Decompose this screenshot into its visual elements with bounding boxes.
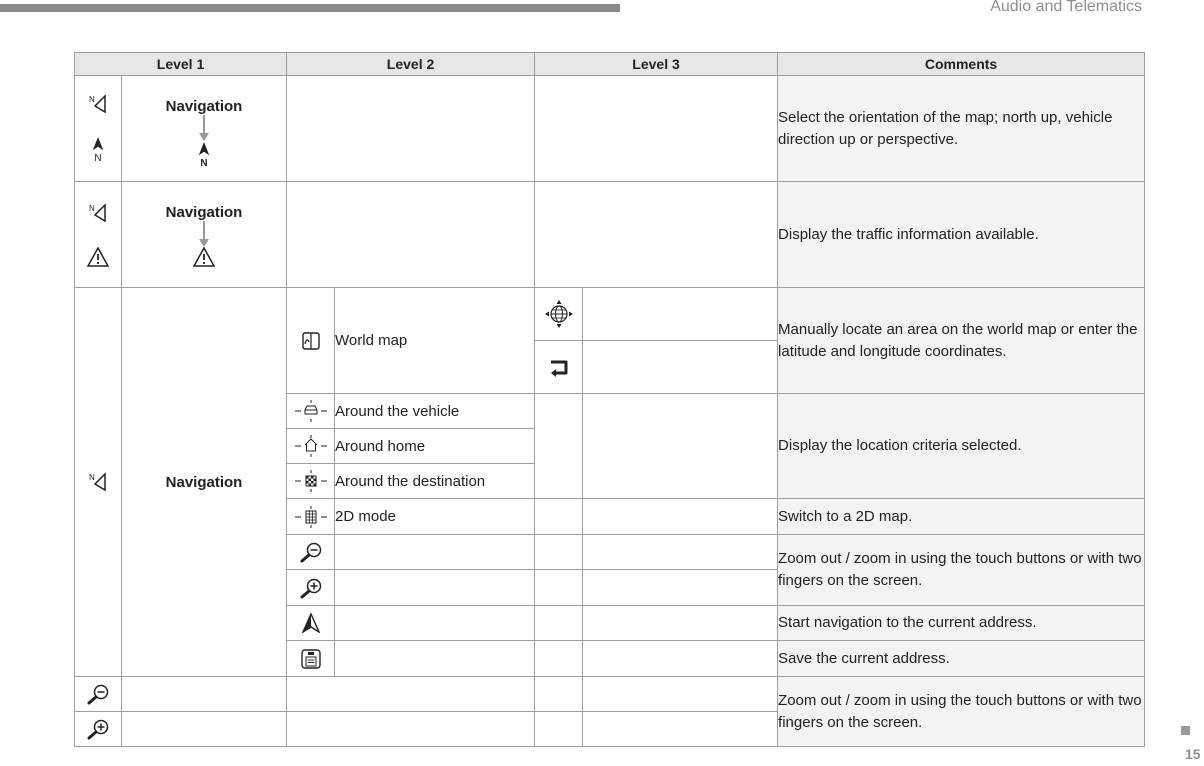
crosshair-globe-icon[interactable] [545,300,573,328]
level2-icon-cell [287,288,335,394]
page-number: 15 [1185,746,1201,762]
level1-icon-cell [75,712,122,747]
table-row [75,182,1145,288]
col-header-level2: Level 2 [287,53,535,76]
map-orientation-icon[interactable] [88,472,108,492]
map-orientation-icon[interactable] [88,94,108,114]
level2-icon-cell [287,429,335,464]
navigation-cell [122,288,287,677]
level1-icon-cell [75,76,122,182]
start-navigation-icon[interactable] [301,613,321,633]
comment-cell: Start navigation to the current address. [778,606,1145,641]
navigation-label: Navigation [165,204,243,221]
table-header-row [75,53,1145,76]
arrow-down-icon [198,115,210,141]
map-orientation-icon[interactable] [88,203,108,223]
zoom-out-icon[interactable] [299,541,323,563]
level2-icon-cell [287,499,335,535]
col-header-level1: Level 1 [75,53,287,76]
around-destination-icon[interactable] [294,469,328,493]
traffic-warning-icon[interactable] [87,247,109,267]
col-header-comments: Comments [778,53,1145,76]
table-row [75,76,1145,182]
navigation-label: Navigation [165,98,243,115]
level2-icon-cell [287,464,335,499]
level3-icon-cell [535,341,583,394]
comment-cell: Select the orientation of the map; north up, vehicle direction up or perspective. [778,76,1145,182]
around-destination-label: Around the destination [335,464,535,499]
comment-cell: Zoom out / zoom in using the touch buttons or with two fingers on the screen. [778,535,1145,606]
around-home-label: Around home [335,429,535,464]
2d-mode-label: 2D mode [335,499,535,535]
level2-icon-cell [287,570,335,606]
table-row [75,677,1145,712]
comment-cell: Display the location criteria selected. [778,394,1145,499]
comment-cell: Save the current address. [778,641,1145,677]
comment-cell: Switch to a 2D map. [778,499,1145,535]
level1-icon-cell [75,182,122,288]
zoom-in-icon[interactable] [86,718,110,740]
col-header-level3: Level 3 [535,53,778,76]
around-home-icon[interactable] [294,434,328,458]
arrow-down-icon [198,221,210,247]
zoom-in-icon[interactable] [299,577,323,599]
level1-icon-cell [75,677,122,712]
zoom-out-icon[interactable] [86,683,110,705]
navigation-cell [122,182,287,288]
around-vehicle-icon[interactable] [294,399,328,423]
header-bar [0,4,620,12]
menu-table [74,52,1145,747]
2d-mode-icon[interactable] [294,505,328,529]
table-row [75,288,1145,341]
world-map-icon[interactable] [300,330,322,352]
level2-icon-cell [287,394,335,429]
comment-cell: Manually locate an area on the world map or enter the latitude and longitude coordinates. [778,288,1145,394]
north-up-icon[interactable]: N [91,136,105,164]
level2-icon-cell [287,606,335,641]
level3-icon-cell [535,288,583,341]
page-header-title: Audio and Telematics [990,0,1142,15]
comment-cell: Display the traffic information available. [778,182,1145,288]
page-marker [1181,726,1190,735]
back-arrow-icon[interactable] [548,357,570,377]
navigation-label: Navigation [165,473,243,491]
north-up-icon[interactable]: N [197,141,211,169]
save-icon[interactable] [300,648,322,670]
navigation-cell [122,76,287,182]
traffic-warning-icon[interactable] [193,247,215,267]
comment-cell: Zoom out / zoom in using the touch buttons or with two fingers on the screen. [778,677,1145,747]
world-map-label: World map [335,288,535,394]
around-vehicle-label: Around the vehicle [335,394,535,429]
level2-icon-cell [287,535,335,570]
level1-icon-cell [75,288,122,677]
level2-icon-cell [287,641,335,677]
